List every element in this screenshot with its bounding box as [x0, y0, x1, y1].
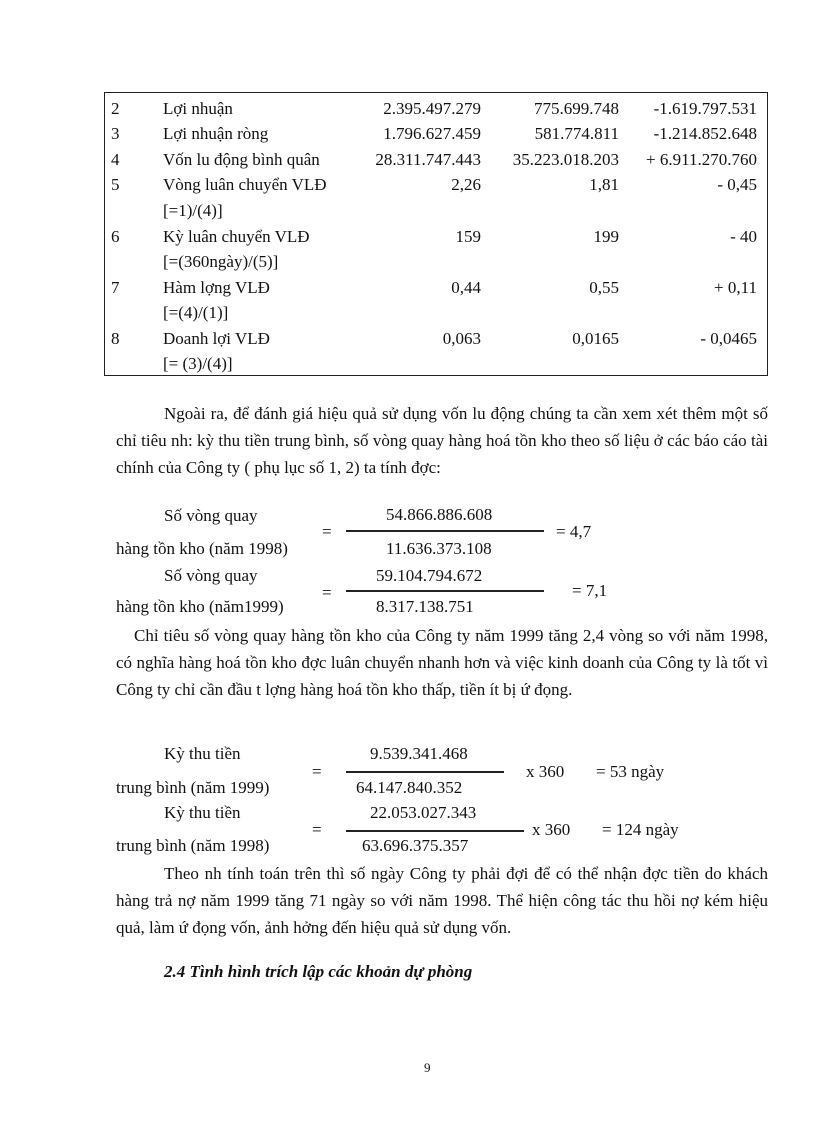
- row-label: Doanh lợi VLĐ: [163, 329, 270, 348]
- paragraph-inventory: Chỉ tiêu số vòng quay hàng tồn kho của Công ty năm 1999 tăng 2,4 vòng so với năm 1998, có nghĩa hàng hoá tồn kho đợc luân chuyển nhanh hơn và việc kinh doanh của Công ty là tốt vì Công ty chỉ cần đầu t lợng hàng hoá tồn kho thấp, tiền ít bị ứ đọng.: [116, 626, 768, 699]
- row-formula: [=1)/(4)]: [163, 201, 223, 220]
- paragraph-intro: Ngoài ra, để đánh giá hiệu quả sử dụng vốn lu động chúng ta cần xem xét thêm một số chỉ tiêu nh: kỳ thu tiền trung bình, số vòng quay hàng hoá tồn kho theo số liệu ở các báo cáo tài chính của Công ty ( phụ lục số 1, 2) ta tính đợc:: [116, 404, 768, 477]
- value-diff: + 6.911.270.760: [646, 150, 757, 169]
- table-row: [105, 278, 767, 304]
- value-diff: - 0,45: [717, 175, 757, 194]
- formula-multiplier: x 360: [526, 762, 565, 781]
- table-row: [105, 227, 767, 253]
- value-1998: 2.395.497.279: [383, 99, 481, 118]
- formula-denominator: 11.636.373.108: [386, 539, 492, 558]
- fraction-bar: [346, 771, 504, 773]
- page-number: 9: [424, 1060, 431, 1075]
- row-number: 8: [111, 329, 120, 348]
- table-row: [105, 124, 767, 150]
- formula-label: Số vòng quay: [164, 506, 258, 525]
- row-number: 2: [111, 99, 120, 118]
- value-diff: + 0,11: [714, 278, 757, 297]
- value-1999: 0,55: [589, 278, 619, 297]
- value-1999: 775.699.748: [534, 99, 619, 118]
- row-formula: [= (3)/(4)]: [163, 354, 233, 373]
- table-row: [105, 175, 767, 201]
- table-row: [105, 99, 767, 125]
- table-row: [105, 150, 767, 176]
- formula-numerator: 54.866.886.608: [386, 505, 493, 524]
- formula-numerator: 22.053.027.343: [370, 803, 477, 822]
- row-number: 4: [111, 150, 120, 169]
- row-label: Lợi nhuận: [163, 99, 233, 118]
- formula-result: = 7,1: [572, 581, 608, 600]
- equals-sign: =: [322, 522, 332, 541]
- value-diff: -1.214.852.648: [653, 124, 757, 143]
- formula-label: trung bình (năm 1998): [116, 836, 270, 855]
- formula-numerator: 9.539.341.468: [370, 744, 468, 763]
- value-1999: 0,0165: [572, 329, 619, 348]
- value-diff: - 40: [730, 227, 757, 246]
- value-1999: 199: [593, 227, 619, 246]
- formula-multiplier: x 360: [532, 820, 571, 839]
- equals-sign: =: [312, 762, 322, 781]
- fraction-bar: [346, 830, 524, 832]
- row-number: 6: [111, 227, 120, 246]
- formula-label: hàng tồn kho (năm 1998): [116, 539, 288, 558]
- value-diff: -1.619.797.531: [653, 99, 757, 118]
- fraction-bar: [346, 590, 544, 592]
- value-1999: 581.774.811: [534, 124, 619, 143]
- value-1998: 1.796.627.459: [383, 124, 481, 143]
- paragraph-collection: Theo nh tính toán trên thì số ngày Công ty phải đợi để có thể nhận đợc tiền do khách hàng trả nợ năm 1999 tăng 71 ngày so với năm 1998. Thể hiện công tác thu hồi nợ kém hiệu quả, làm ứ đọng vốn, ảnh hởng đến hiệu quả sử dụng vốn.: [116, 864, 768, 937]
- formula-label: hàng tồn kho (năm1999): [116, 597, 284, 616]
- value-1998: 0,063: [442, 329, 481, 348]
- value-1999: 35.223.018.203: [512, 150, 619, 169]
- row-label: Hàm lợng VLĐ: [163, 278, 270, 297]
- formula-denominator: 63.696.375.357: [362, 836, 469, 855]
- row-number: 3: [111, 124, 120, 143]
- formula-denominator: 64.147.840.352: [356, 778, 463, 797]
- formula-denominator: 8.317.138.751: [376, 597, 474, 616]
- formula-label: Số vòng quay: [164, 566, 258, 585]
- formula-label: trung bình (năm 1999): [116, 778, 270, 797]
- formula-result: = 53 ngày: [596, 762, 665, 781]
- value-1998: 159: [455, 227, 481, 246]
- equals-sign: =: [312, 820, 322, 839]
- section-heading: 2.4 Tình hình trích lập các khoản dự phòng: [164, 962, 473, 981]
- row-label: Kỳ luân chuyển VLĐ: [163, 227, 310, 246]
- row-number: 5: [111, 175, 120, 194]
- formula-result: = 4,7: [556, 522, 592, 541]
- row-label: Vòng luân chuyển VLĐ: [163, 175, 327, 194]
- value-1998: 28.311.747.443: [375, 150, 481, 169]
- formula-label: Kỳ thu tiền: [164, 803, 241, 822]
- formula-numerator: 59.104.794.672: [376, 566, 483, 585]
- equals-sign: =: [322, 583, 332, 602]
- row-formula: [=(4)/(1)]: [163, 303, 229, 322]
- indicator-table: [104, 92, 768, 376]
- fraction-bar: [346, 530, 544, 532]
- value-diff: - 0,0465: [700, 329, 757, 348]
- formula-label: Kỳ thu tiền: [164, 744, 241, 763]
- value-1998: 0,44: [451, 278, 481, 297]
- formula-result: = 124 ngày: [602, 820, 679, 839]
- value-1999: 1,81: [589, 175, 619, 194]
- row-label: Lợi nhuận ròng: [163, 124, 269, 143]
- table-row: [105, 329, 767, 355]
- row-formula: [=(360ngày)/(5)]: [163, 252, 279, 271]
- row-number: 7: [111, 278, 120, 297]
- row-label: Vốn lu động bình quân: [163, 150, 320, 169]
- value-1998: 2,26: [451, 175, 481, 194]
